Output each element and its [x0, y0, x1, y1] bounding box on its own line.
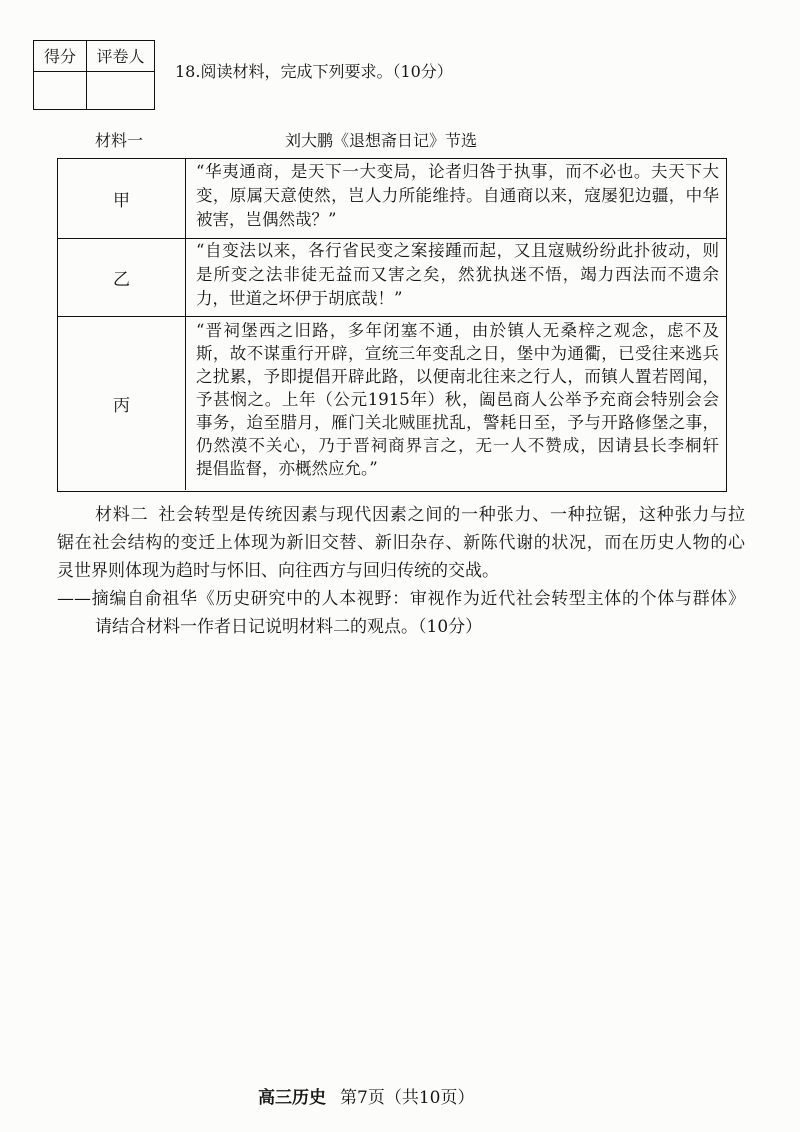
score-entry-cell: [34, 71, 87, 109]
score-header: 得分: [34, 41, 87, 72]
excerpt-line: 提倡监督，亦概然应允。”: [196, 459, 378, 478]
row-label: 甲: [58, 159, 186, 238]
excerpt-line: 力，世道之坏伊于胡底哉！”: [196, 289, 403, 308]
score-box-header-row: [34, 41, 155, 72]
grader-entry-cell: [87, 71, 155, 109]
material-two-label: 材料二: [95, 505, 149, 525]
material-one-title: 刘大鹏《退想斋日记》节选: [285, 131, 478, 150]
question-prompt: 18.阅读材料，完成下列要求。（10分）: [175, 62, 453, 81]
row-label: 丙: [58, 317, 186, 490]
excerpt-line: 仍然漠不关心，乃于晋祠商界言之，无一人不赞成，因请县长李桐轩: [196, 436, 719, 455]
excerpt-line: “华夷通商，是天下一大变局，论者归咎于执事，而不必也。夫天下大: [196, 162, 719, 181]
material-two-text: 社会转型是传统因素与现代因素之间的一种张力、一种拉锯，这种张力与拉: [158, 505, 745, 525]
grader-header: 评卷人: [87, 41, 155, 72]
score-box: [33, 40, 155, 110]
material-two: [57, 501, 745, 641]
material-one-label: 材料一: [95, 131, 144, 150]
excerpt-line: 被害，岂偶然哉？”: [196, 210, 337, 229]
footer-subject: 高三历史: [258, 1088, 326, 1108]
material-two-line: 灵世界则体现为趋时与怀旧、向往西方与回归传统的交战。: [57, 561, 499, 581]
diary-row-yi: [58, 238, 726, 316]
excerpt-line: 斯，故不谋重行开辟，宣统三年变乱之日，堡中为通衢，已受往来逃兵: [196, 344, 719, 363]
diary-excerpt: [186, 317, 726, 490]
excerpt-line: 之扰累，予即提倡开辟此路，以便南北往来之行人，而镇人置若罔闻，: [196, 367, 719, 386]
material-two-line: 锯在社会结构的变迁上体现为新旧交替、新旧杂存、新陈代谢的状况，而在历史人物的心: [57, 533, 745, 553]
task-prompt: 请结合材料一作者日记说明材料二的观点。（10分）: [95, 617, 483, 637]
row-label: 乙: [58, 239, 186, 316]
diary-excerpt: [186, 159, 726, 238]
diary-row-bing: [58, 316, 726, 490]
material-two-line: [57, 501, 745, 529]
page-footer: [258, 1086, 474, 1110]
footer-page-number: 第7页（共10页）: [340, 1088, 475, 1108]
excerpt-line: 事务，迨至腊月，雁门关北贼匪扰乱，警耗日至，予与开路修堡之事，: [196, 413, 719, 432]
material-one-table: [57, 158, 727, 492]
excerpt-line: “自变法以来，各行省民变之案接踵而起，又且寇贼纷纷此扑彼动，则: [196, 241, 719, 260]
score-box-entry-row: [34, 71, 155, 109]
excerpt-line: 是所变之法非徒无益而又害之矣，然犹执迷不悟，竭力西法而不遗余: [196, 265, 719, 284]
diary-excerpt: [186, 239, 726, 316]
diary-row-jia: [58, 159, 726, 238]
excerpt-line: “晋祠堡西之旧路，多年闭塞不通，由於镇人无桑梓之观念，虑不及: [196, 321, 719, 340]
excerpt-line: 予甚悯之。上年（公元1915年）秋，阖邑商人公举予充商会特别会会: [196, 390, 719, 409]
material-two-source: ——摘编自俞祖华《历史研究中的人本视野：审视作为近代社会转型主体的个体与群体》: [57, 589, 745, 609]
excerpt-line: 变，原属天意使然，岂人力所能维持。自通商以来，寇屡犯边疆，中华: [196, 186, 719, 205]
